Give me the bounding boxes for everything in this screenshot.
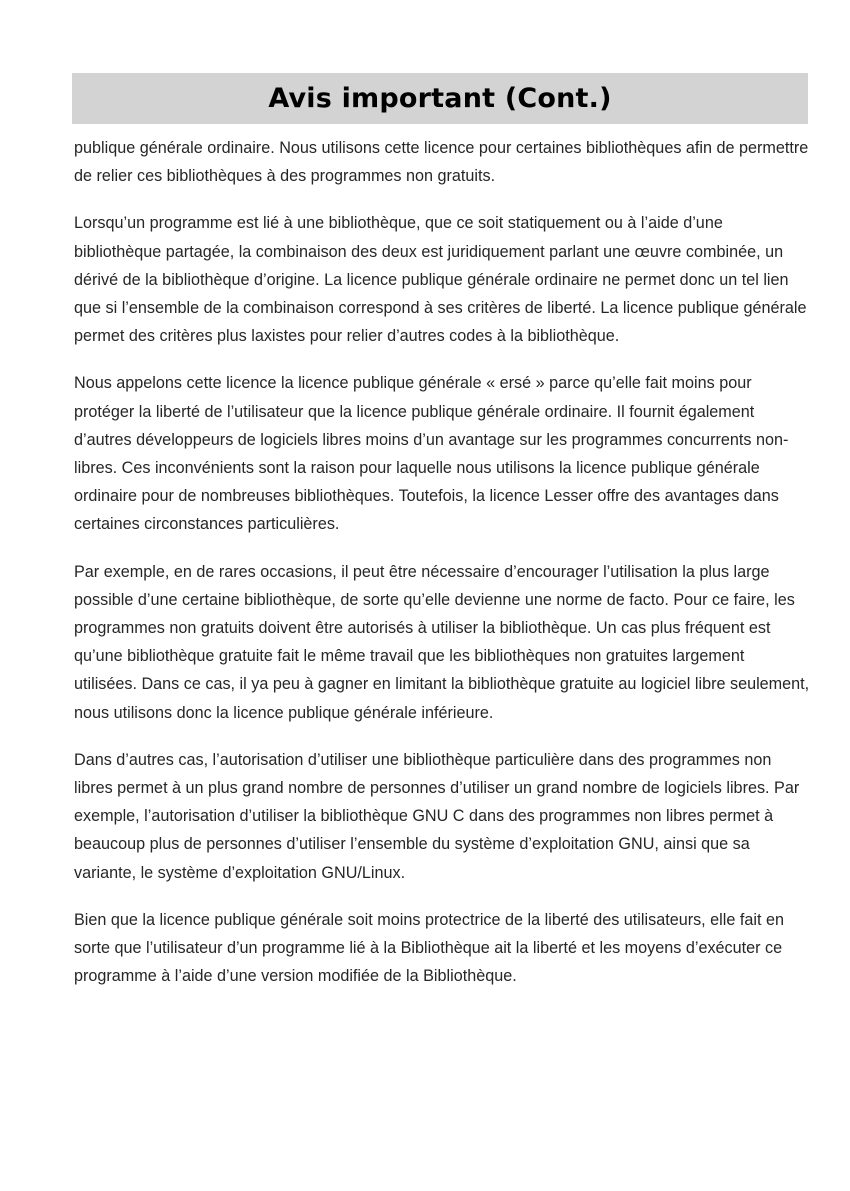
- page-title: Avis important (Cont.): [268, 83, 612, 114]
- paragraph-4: Par exemple, en de rares occasions, il peut être nécessaire d’encourager l’utilisation la plus large possible d’une certaine bibliothèque, de sorte qu’elle devienne une norme de facto. Pour ce faire, les programmes non gratuits doivent être autorisés à utiliser la bibliothèque. Un cas plus fréquent est qu’une bibliothèque gratuite fait le même travail que les bibliothèques non gratuites largement utilisées. Dans ce cas, il ya peu à gagner en limitant la bibliothèque gratuite au logiciel libre seulement, nous utilisons donc la licence publique générale inférieure.: [74, 562, 810, 722]
- body-text: [74, 134, 810, 1009]
- title-banner: [72, 73, 808, 124]
- paragraph-6: Bien que la licence publique générale soit moins protectrice de la liberté des utilisateurs, elle fait en sorte que l’utilisateur d’un programme lié à la Bibliothèque ait la liberté et les moyens d’exécuter ce programme à l’aide d’une version modifiée de la Bibliothèque.: [74, 910, 784, 986]
- paragraph-1: publique générale ordinaire. Nous utilisons cette licence pour certaines bibliothèques afin de permettre de relier ces bibliothèques à des programmes non gratuits.: [74, 139, 809, 186]
- paragraph-5: Dans d’autres cas, l’autorisation d’utiliser une bibliothèque particulière dans des programmes non libres permet à un plus grand nombre de personnes d’utiliser un grand nombre de logiciels libres. Par exemple, l’autorisation d’utiliser la bibliothèque GNU C dans des programmes non libres permet à beaucoup plus de personnes d’utiliser l’ensemble du système d’exploitation GNU, ainsi que sa variante, le système d’exploitation GNU/Linux.: [74, 750, 800, 882]
- paragraph-3: Nous appelons cette licence la licence publique générale « ersé » parce qu’elle fait moins pour protéger la liberté de l’utilisateur que la licence publique générale ordinaire. Il fournit également d’autres développeurs de logiciels libres moins d’un avantage sur les programmes concurrents non-libres. Ces inconvénients sont la raison pour laquelle nous utilisons la licence publique générale ordinaire pour de nombreuses bibliothèques. Toutefois, la licence Lesser offre des avantages dans certaines circonstances particulières.: [74, 374, 789, 534]
- paragraph-2: Lorsqu’un programme est lié à une bibliothèque, que ce soit statiquement ou à l’aide d’une bibliothèque partagée, la combinaison des deux est juridiquement parlant une œuvre combinée, un dérivé de la bibliothèque d’origine. La licence publique générale ordinaire ne permet donc un tel lien que si l’ensemble de la combinaison correspond à ses critères de liberté. La licence publique générale permet des critères plus laxistes pour relier d’autres codes à la bibliothèque.: [74, 214, 807, 346]
